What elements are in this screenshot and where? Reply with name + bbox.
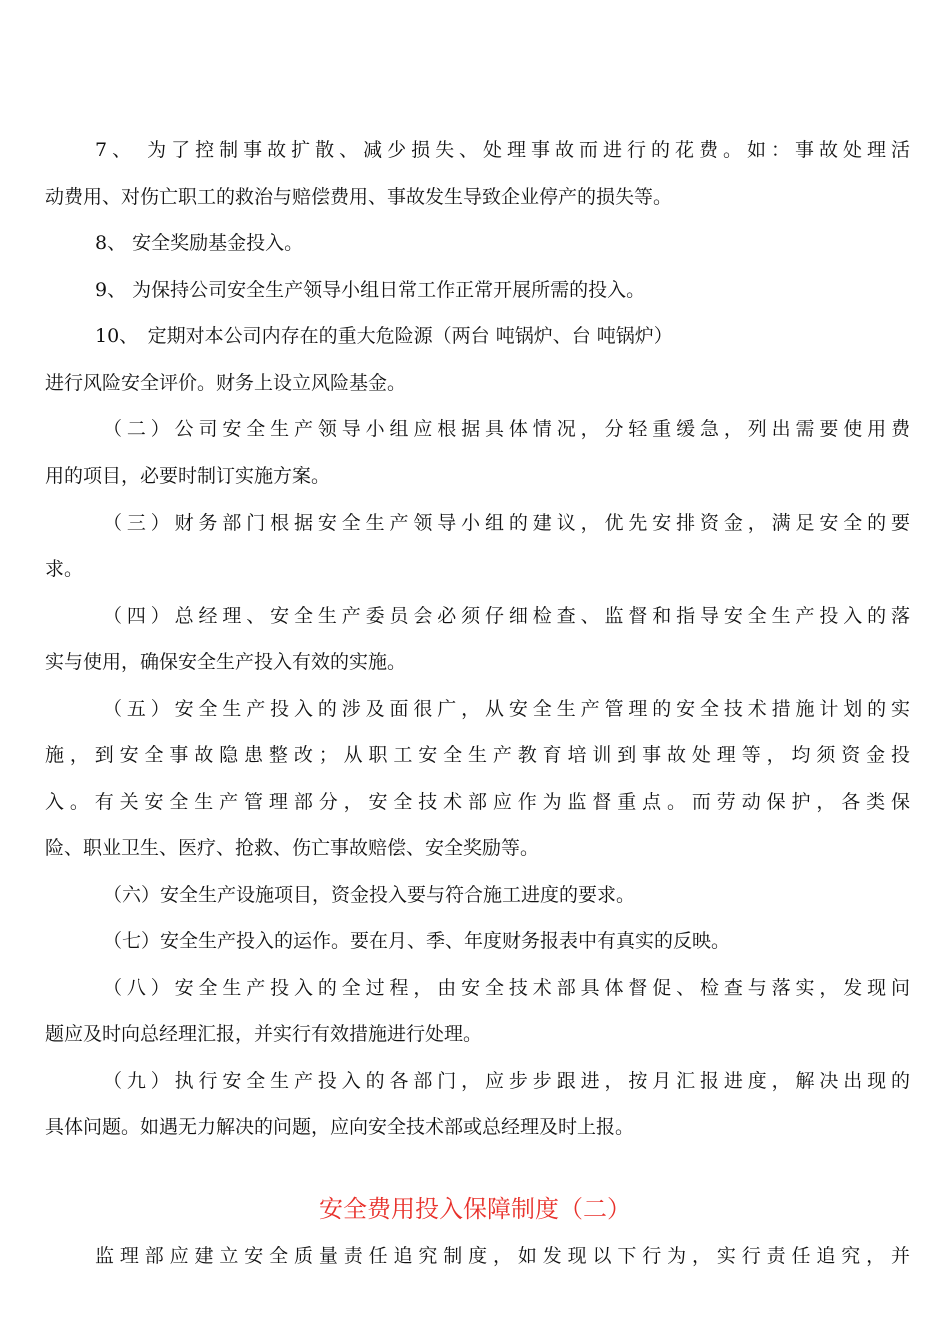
paragraph-line: 动费用、对伤亡职工的救治与赔偿费用、事故发生导致企业停产的损失等。 — [45, 186, 673, 208]
paragraph-line: 具体问题。如遇无力解决的问题，应向安全技术部或总经理及时上报。 — [45, 1116, 635, 1138]
paragraph-line: （七）安全生产投入的运作。要在月、季、年度财务报表中有真实的反映。 — [103, 930, 731, 952]
paragraph-line: 求。 — [45, 558, 84, 580]
paragraph-line: 8、 安全奖励基金投入。 — [95, 232, 304, 254]
paragraph-line: 10、 定期对本公司内存在的重大危险源（两台 吨锅炉、台 吨锅炉） — [95, 325, 673, 347]
paragraph-line: 施，到安全事故隐患整改；从职工安全生产教育培训到事故处理等，均须资金投 — [45, 744, 910, 766]
paragraph-line: （三）财务部门根据安全生产领导小组的建议，优先安排资金，满足安全的要 — [103, 512, 910, 534]
paragraph-line: （四）总经理、安全生产委员会必须仔细检查、监督和指导安全生产投入的落 — [103, 605, 910, 627]
paragraph-line: （八）安全生产投入的全过程，由安全技术部具体督促、检查与落实，发现问 — [103, 977, 910, 999]
paragraph-line: （二）公司安全生产领导小组应根据具体情况，分轻重缓急，列出需要使用费 — [103, 418, 910, 440]
paragraph-line: 险、职业卫生、医疗、抢救、伤亡事故赔偿、安全奖励等。 — [45, 837, 540, 859]
paragraph-line: 监理部应建立安全质量责任追究制度，如发现以下行为，实行责任追究，并 — [95, 1245, 910, 1267]
paragraph-line: 7、 为了控制事故扩散、减少损失、处理事故而进行的花费。如：事故处理活 — [95, 139, 910, 161]
paragraph-line: （六）安全生产设施项目，资金投入要与符合施工进度的要求。 — [103, 884, 636, 906]
section-title: 安全费用投入保障制度（二） — [319, 1195, 631, 1223]
paragraph-line: 入。有关安全生产管理部分，安全技术部应作为监督重点。而劳动保护，各类保 — [45, 791, 910, 813]
paragraph-line: （九）执行安全生产投入的各部门，应步步跟进，按月汇报进度，解决出现的 — [103, 1070, 910, 1092]
paragraph-line: 用的项目，必要时制订实施方案。 — [45, 465, 331, 487]
paragraph-line: 9、 为保持公司安全生产领导小组日常工作正常开展所需的投入。 — [95, 279, 646, 301]
paragraph-line: 进行风险安全评价。财务上设立风险基金。 — [45, 372, 407, 394]
paragraph-line: 题应及时向总经理汇报，并实行有效措施进行处理。 — [45, 1023, 483, 1045]
paragraph-line: 实与使用，确保安全生产投入有效的实施。 — [45, 651, 407, 673]
paragraph-line: （五）安全生产投入的涉及面很广，从安全生产管理的安全技术措施计划的实 — [103, 698, 910, 720]
